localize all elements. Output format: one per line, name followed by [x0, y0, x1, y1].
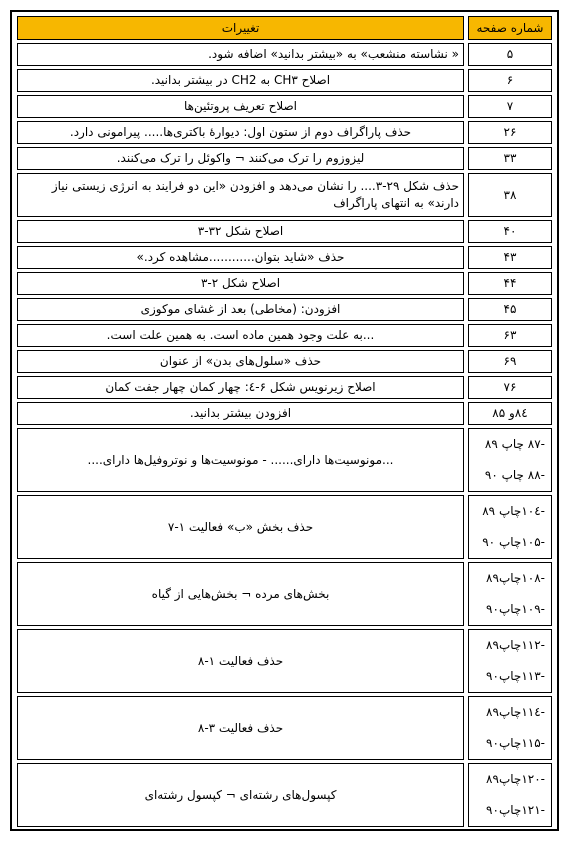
change-text: اصلاح شکل ۲-۳	[17, 272, 464, 295]
page-number: ۶۳	[468, 324, 552, 347]
change-text: « نشاسته منشعب» به «بیشتر بدانید» اضافه شود.	[17, 43, 464, 66]
change-text: حذف «سلول‌های بدن» از عنوان	[17, 350, 464, 373]
table-row	[17, 402, 552, 425]
page-print-89: -۱۱۲چاپ۸۹	[486, 638, 545, 652]
page-number-pair	[468, 763, 552, 827]
page-number: ۳۸	[468, 173, 552, 217]
table-row	[17, 95, 552, 118]
table-row	[17, 495, 552, 559]
page-print-89: -۱۰۸چاپ۸۹	[486, 571, 545, 585]
page-number: ۳۳	[468, 147, 552, 170]
page-number-pair	[468, 696, 552, 760]
page-print-90: -۱۲۱چاپ۹۰	[486, 803, 545, 817]
change-text: اصلاح تعریف پروتئین‌ها	[17, 95, 464, 118]
table-row	[17, 43, 552, 66]
change-text: افزودن: (مخاطی) بعد از غشای موکوزی	[17, 298, 464, 321]
change-text: اصلاح شکل ۳۲-۳	[17, 220, 464, 243]
change-text: لیزوزوم را ترک می‌کنند ¬ واکوئل را ترک می‌کنند.	[17, 147, 464, 170]
page-number: ۴۴	[468, 272, 552, 295]
page-print-90: -۱۰۹چاپ۹۰	[486, 602, 545, 616]
table-row	[17, 428, 552, 492]
page-number: ۶۹	[468, 350, 552, 373]
page-number: ۸٤و ۸۵	[468, 402, 552, 425]
table-row	[17, 246, 552, 269]
table-row	[17, 121, 552, 144]
header-changes: تغییرات	[17, 16, 464, 40]
page-print-90: -۱۱۵چاپ۹۰	[486, 736, 545, 750]
page-number: ۲۶	[468, 121, 552, 144]
table-row	[17, 173, 552, 217]
change-text: ...به علت وجود همین ماده است. به همین علت است.	[17, 324, 464, 347]
page-number-pair	[468, 629, 552, 693]
page-number: ۶	[468, 69, 552, 92]
change-text: حذف پاراگراف دوم از ستون اول: دیوارۀ باکتری‌ها..... پیرامونی دارد.	[17, 121, 464, 144]
table-row	[17, 376, 552, 399]
page-print-90: -۸۸ چاپ ۹۰	[484, 468, 545, 482]
page-number-pair	[468, 428, 552, 492]
table-row	[17, 272, 552, 295]
table-row	[17, 324, 552, 347]
table-row	[17, 69, 552, 92]
page-print-89: -۱۲۰چاپ۸۹	[486, 772, 545, 786]
change-text: حذف بخش «ب» فعالیت ۱-۷	[17, 495, 464, 559]
table-row	[17, 763, 552, 827]
table-row	[17, 147, 552, 170]
change-text: حذف فعالیت ۳-۸	[17, 696, 464, 760]
change-text: حذف شکل ۲۹-۳.... را نشان می‌دهد و افزودن «این دو فرایند به انرژی زیستی نیاز دارند» به انتهای پاراگراف	[17, 173, 464, 217]
table-row	[17, 696, 552, 760]
header-row	[17, 16, 552, 40]
change-text: حذف «شاید بتوان............مشاهده کرد.»	[17, 246, 464, 269]
table-row	[17, 298, 552, 321]
change-text: بخش‌های مرده ¬ بخش‌هایی از گیاه	[17, 562, 464, 626]
errata-frame	[10, 10, 559, 831]
change-text: ...مونوسیت‌ها دارای...... - مونوسیت‌ها و نوتروفیل‌ها دارای....	[17, 428, 464, 492]
change-text: اصلاح CH۳ به CH2 در بیشتر بدانید.	[17, 69, 464, 92]
page-number: ۷۶	[468, 376, 552, 399]
table-row	[17, 220, 552, 243]
change-text: افزودن بیشتر بدانید.	[17, 402, 464, 425]
page-number-pair	[468, 495, 552, 559]
page-number: ۴۳	[468, 246, 552, 269]
page-number: ۴۰	[468, 220, 552, 243]
table-row	[17, 629, 552, 693]
header-page: شماره صفحه	[468, 16, 552, 40]
change-text: اصلاح زیرنویس شکل ۶-٤: چهار کمان چهار جفت کمان	[17, 376, 464, 399]
page-print-90: -۱۱۳چاپ۹۰	[486, 669, 545, 683]
page-number: ۵	[468, 43, 552, 66]
table-row	[17, 562, 552, 626]
page-number: ۷	[468, 95, 552, 118]
errata-table	[13, 13, 556, 830]
page-number-pair	[468, 562, 552, 626]
table-row	[17, 350, 552, 373]
page-print-89: -۸۷ چاپ ۸۹	[484, 437, 545, 451]
change-text: کپسول‌های رشته‌ای ¬ کپسول رشته‌ای	[17, 763, 464, 827]
page-print-89: -۱۰٤چاپ ۸۹	[482, 504, 545, 518]
page-number: ۴۵	[468, 298, 552, 321]
change-text: حذف فعالیت ۱-۸	[17, 629, 464, 693]
page-print-90: -۱۰۵چاپ ۹۰	[482, 535, 545, 549]
page-print-89: -۱۱٤چاپ۸۹	[486, 705, 545, 719]
